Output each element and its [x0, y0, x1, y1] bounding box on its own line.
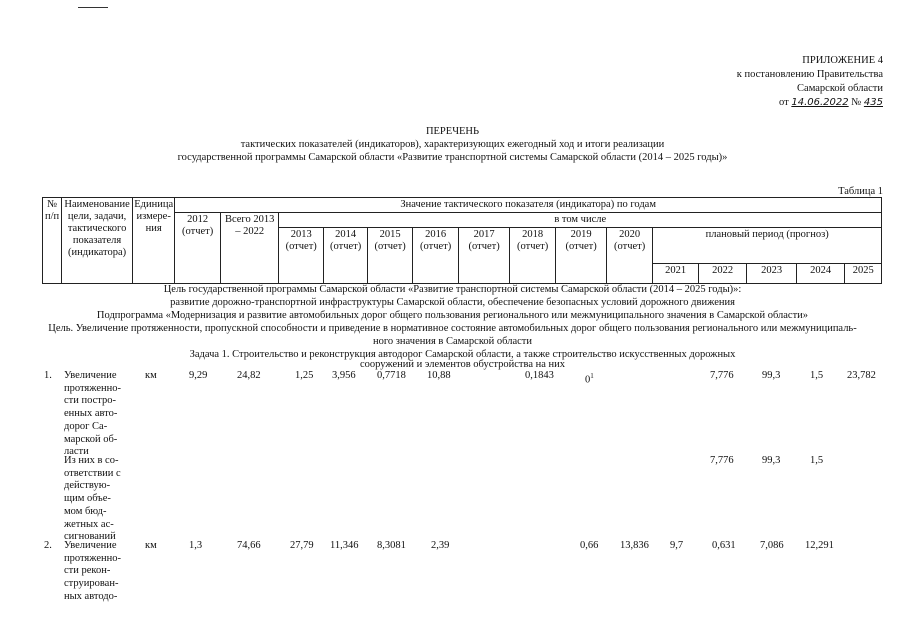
list-subtitle-1: тактических показателей (индикаторов), характеризующих ежегодный ход и итоги реализации: [240, 139, 665, 150]
row-num: 2.: [44, 540, 52, 551]
subprogram-line: Подпрограмма «Модернизация и развитие автомобильных дорог общего пользования регионального или межмуниципального значения в Самарской области»: [96, 310, 809, 321]
value-2019: 0,66: [580, 540, 599, 551]
unit-cell: км: [145, 370, 157, 381]
value-2024: 1,5: [810, 370, 824, 381]
value-2023: 7,086: [760, 540, 784, 551]
value-2019: $0^1$: [585, 372, 594, 386]
indicator-name: Увеличение протяженно- сти постро- енных авто- дорог Са- марской об- ласти: [64, 370, 122, 458]
value-2012: 1,3: [189, 540, 203, 551]
header-year-2013: 2013 (отчет): [279, 228, 323, 284]
list-title: ПЕРЕЧЕНЬ: [425, 126, 480, 137]
header-year-2015: 2015 (отчет): [368, 228, 412, 284]
appendix-line2: Самарской области: [797, 83, 883, 94]
subgoal-line-1: Цель. Увеличение протяженности, пропускной способности и приведение в нормативное состояние автомобильных дорог общего пользования регионального или межмуниципаль-: [48, 323, 857, 334]
header-plan: плановый период (прогноз): [653, 228, 882, 264]
header-plan-2023: 2023: [747, 264, 797, 284]
from-label: от: [779, 97, 789, 108]
task-line-2: сооружений и элементов обустройства на них: [360, 359, 565, 370]
header-table: [42, 197, 882, 284]
value-total: 24,82: [237, 370, 261, 381]
value-2018: 0,1843: [525, 370, 554, 381]
value-2015: 8,3081: [377, 540, 406, 551]
appendix-date-line: [737, 96, 883, 110]
appendix-line1: к постановлению Правительства: [736, 69, 883, 80]
value-2014: 11,346: [330, 540, 359, 551]
header-unit: Единица измере-ния: [132, 198, 174, 284]
header-year-2020: 2020 (отчет): [606, 228, 652, 284]
header-year-2019: 2019 (отчет): [556, 228, 607, 284]
goal-line-2: развитие дорожно-транспортной инфраструктуры Самарской области, обеспечение безопасных условий дорожного движения: [170, 297, 735, 308]
value-2022: 7,776: [710, 455, 734, 466]
header-year-2017: 2017 (отчет): [459, 228, 510, 284]
value-2013: 27,79: [290, 540, 314, 551]
appendix-block: [737, 54, 883, 110]
value-2022: 0,631: [712, 540, 736, 551]
value-2016: 10,88: [427, 370, 451, 381]
value-2020: 13,836: [620, 540, 649, 551]
header-total: Всего 2013 – 2022: [220, 213, 279, 284]
header-plan-2021: 2021: [653, 264, 698, 284]
number-label: №: [851, 97, 862, 108]
header-2012: 2012 (отчет): [175, 213, 220, 284]
header-plan-2024: 2024: [796, 264, 845, 284]
value-2021: 9,7: [670, 540, 684, 551]
header-year-2018: 2018 (отчет): [509, 228, 555, 284]
subgoal-line-2: ного значения в Самарской области: [373, 336, 532, 347]
indicator-name: Из них в со- ответствии с действую- щим объе- мом бюд- жетных ас- сигнований: [64, 455, 121, 543]
header-name: Наименование цели, задачи, тактического показателя (индикатора): [62, 198, 133, 284]
list-subtitle-2: государственной программы Самарской области «Развитие транспортной системы Самарской области (2014 – 2025 годы)»: [177, 152, 728, 163]
handwritten-number: 435: [863, 97, 883, 108]
goal-line-1: Цель государственной программы Самарской области «Развитие транспортной системы Самарской области (2014 – 2025 годы)»:: [163, 284, 742, 295]
footnote-mark: 1: [590, 372, 594, 380]
appendix-title: ПРИЛОЖЕНИЕ 4: [802, 55, 883, 66]
value-2014: 3,956: [332, 370, 356, 381]
value-2016: 2,39: [431, 540, 450, 551]
value-2013: 1,25: [295, 370, 314, 381]
header-plan-2022: 2022: [698, 264, 747, 284]
value-2022: 7,776: [710, 370, 734, 381]
header-plan-2025: 2025: [845, 264, 882, 284]
indicator-name: Увеличение протяженно- сти рекон- струирован- ных автодо-: [64, 540, 122, 602]
table-number: Таблица 1: [838, 186, 883, 197]
value-2024: 12,291: [805, 540, 834, 551]
header-values-by-year: Значение тактического показателя (индикатора) по годам: [175, 198, 882, 213]
header-incl: в том числе: [279, 213, 882, 228]
unit-cell: км: [145, 540, 157, 551]
value-2024: 1,5: [810, 455, 824, 466]
handwritten-date: 14.06.2022: [791, 97, 849, 108]
top-rule: [78, 7, 108, 8]
task-line-1: Задача 1. Строительство и реконструкция автодорог Самарской области, а также строительство искусственных дорожных: [189, 349, 736, 360]
header-year-2014: 2014 (отчет): [323, 228, 367, 284]
header-year-2016: 2016 (отчет): [412, 228, 458, 284]
value-2023: 99,3: [762, 370, 781, 381]
value-2023: 99,3: [762, 455, 781, 466]
header-num: № п/п: [43, 198, 62, 284]
value-total: 74,66: [237, 540, 261, 551]
row-num: 1.: [44, 370, 52, 381]
value-2012: 9,29: [189, 370, 208, 381]
value-2025: 23,782: [847, 370, 876, 381]
value-2015: 0,7718: [377, 370, 406, 381]
